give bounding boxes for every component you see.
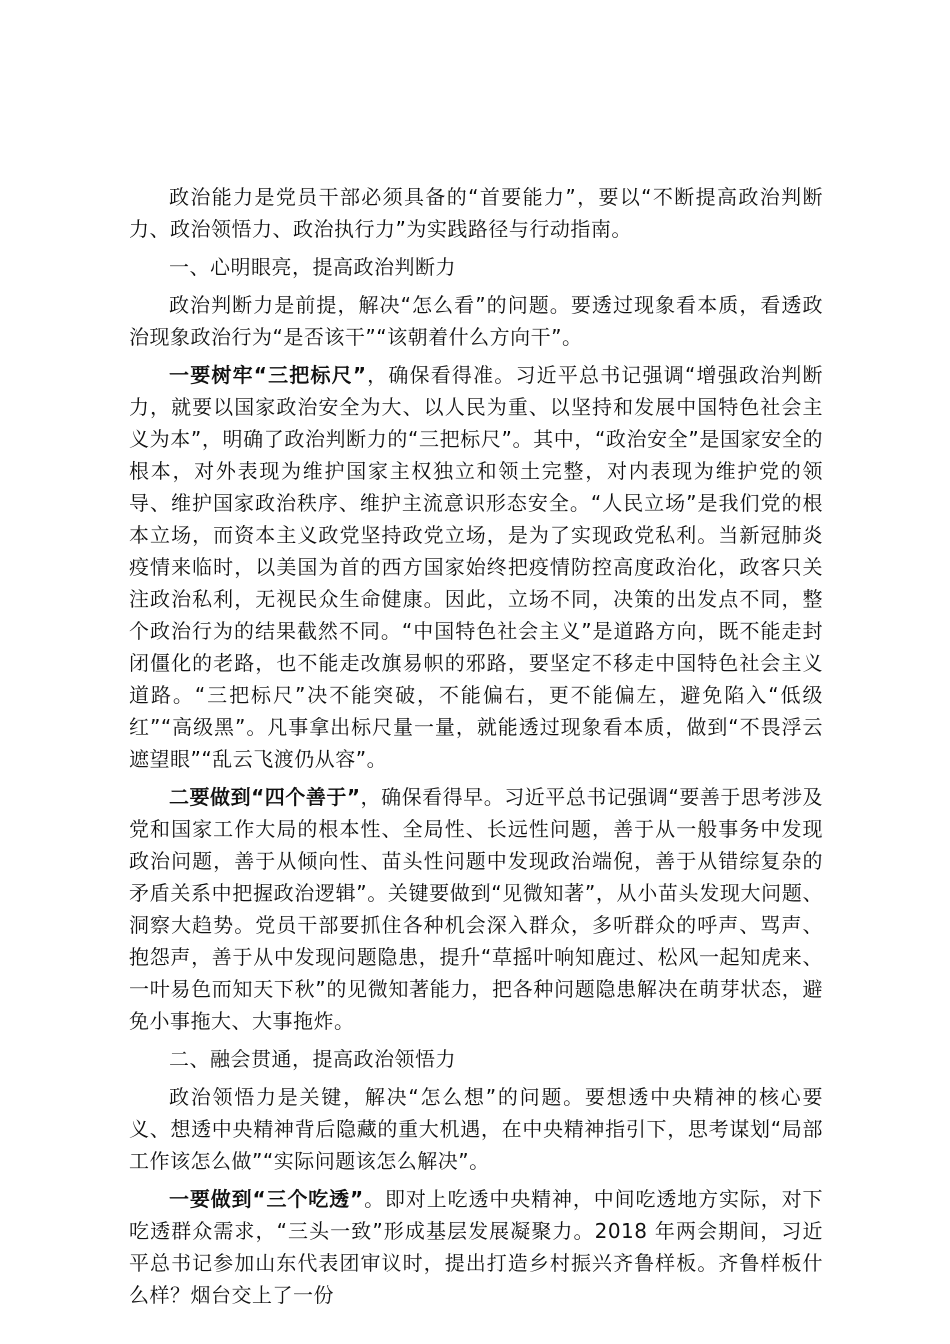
comprehension-intro-paragraph: [129, 1081, 823, 1177]
judgment-intro-paragraph: [129, 289, 823, 353]
heading-text: 二、融会贯通，提高政治领悟力: [169, 1047, 456, 1071]
paragraph-text: 政治领悟力是关键，解决“怎么想”的问题。要想透中央精神的核心要义、想透中央精神背后隐藏的重大机遇，在中央精神指引下，思考谋划“局部工作该怎么做”“实际问题该怎么解决”。: [129, 1085, 823, 1173]
section-heading-judgment: [129, 251, 823, 283]
section-heading-comprehension: [129, 1043, 823, 1075]
document-body: [129, 181, 823, 1317]
paragraph-lead: 二要做到“四个善于”: [169, 785, 361, 809]
paragraph-lead: 一要树牢“三把标尺”: [169, 363, 367, 387]
three-rulers-paragraph: [129, 359, 823, 775]
paragraph-text: 政治判断力是前提，解决“怎么看”的问题。要透过现象看本质，看透政治现象政治行为“是否该干”“该朝着什么方向干”。: [129, 293, 823, 349]
paragraph-lead: 一要做到“三个吃透”: [169, 1187, 364, 1211]
paragraph-text: ，确保看得准。习近平总书记强调“增强政治判断力，就要以国家政治安全为大、以人民为重、以坚持和发展中国特色社会主义为本”，明确了政治判断力的“三把标尺”。其中，“政治安全”是国家安全的根本，对外表现为维护国家主权独立和领土完整，对内表现为维护党的领导、维护国家政治秩序、维护主流意识形态安全。“人民立场”是我们党的根本立场，而资本主义政党坚持政党立场，是为了实现政党私利。当新冠肺炎疫情来临时，以美国为首的西方国家始终把疫情防控高度政治化，政客只关注政治私利，无视民众生命健康。因此，立场不同，决策的出发点不同，整个政治行为的结果截然不同。“中国特色社会主义”是道路方向，既不能走封闭僵化的老路，也不能走改旗易帜的邪路，要坚定不移走中国特色社会主义道路。“三把标尺”决不能突破，不能偏右，更不能偏左，避免陷入“低级红”“高级黑”。凡事拿出标尺量一量，就能透过现象看本质，做到“不畏浮云遮望眼”“乱云飞渡仍从容”。: [129, 363, 823, 771]
paragraph-text: ，确保看得早。习近平总书记强调“要善于思考涉及党和国家工作大局的根本性、全局性、长远性问题，善于从一般事务中发现政治问题，善于从倾向性、苗头性问题中发现政治端倪，善于从错综复杂的矛盾关系中把握政治逻辑”。关键要做到“见微知著”，从小苗头发现大问题、洞察大趋势。党员干部要抓住各种机会深入群众，多听群众的呼声、骂声、抱怨声，善于从中发现问题隐患，提升“草摇叶响知鹿过、松风一起知虎来、一叶易色而知天下秋”的见微知著能力，把各种问题隐患解决在萌芽状态，避免小事拖大、大事拖炸。: [129, 785, 823, 1033]
paragraph-text: 政治能力是党员干部必须具备的“首要能力”，要以“不断提高政治判断力、政治领悟力、政治执行力”为实践路径与行动指南。: [129, 185, 823, 241]
heading-text: 一、心明眼亮，提高政治判断力: [169, 255, 456, 279]
intro-paragraph: [129, 181, 823, 245]
paragraph-text: 。即对上吃透中央精神，中间吃透地方实际，对下吃透群众需求，“三头一致”形成基层发展凝聚力。2018 年两会期间，习近平总书记参加山东代表团审议时，提出打造乡村振兴齐鲁样板。齐鲁样板什么样？烟台交上了一份: [129, 1187, 823, 1307]
three-thorough-paragraph: [129, 1183, 823, 1311]
four-good-at-paragraph: [129, 781, 823, 1037]
